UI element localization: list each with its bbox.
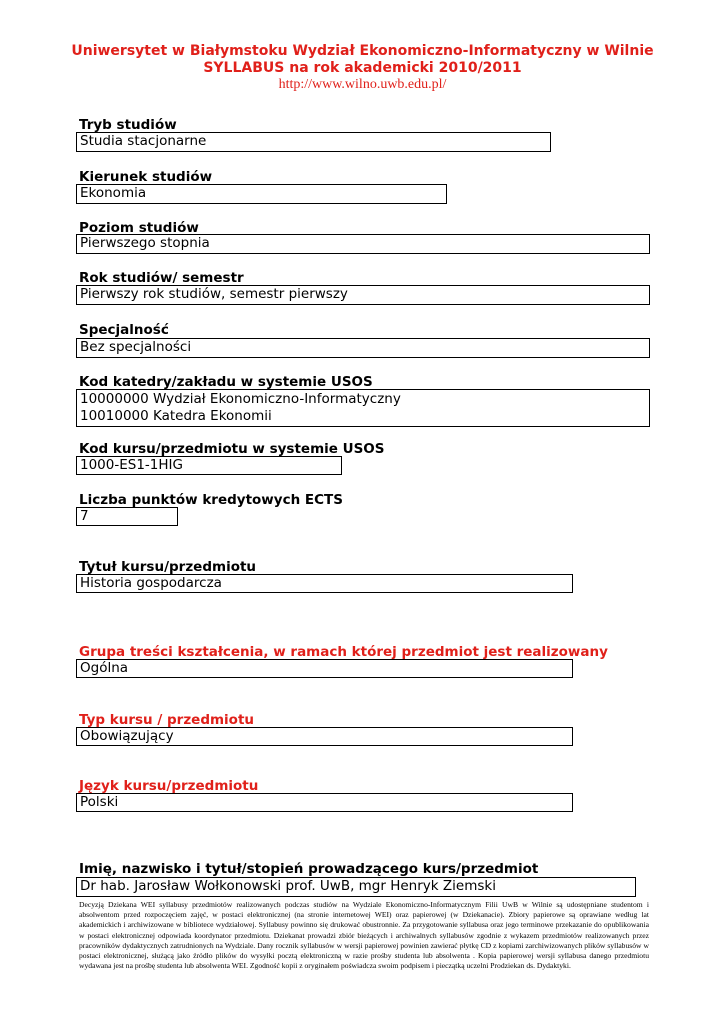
course-language-label: Język kursu/przedmiotu [79,778,259,794]
ects-label: Liczba punktów kredytowych ECTS [79,492,343,508]
specialization-label: Specjalność [79,322,169,338]
department-code-label: Kod katedry/zakładu w systemie USOS [79,374,373,390]
mode-of-study-label: Tryb studiów [79,117,177,133]
course-language-value: Polski [76,793,573,812]
year-semester-value: Pierwszy rok studiów, semestr pierwszy [76,285,650,305]
course-code-label: Kod kursu/przedmiotu w systemie USOS [79,441,385,457]
website-link[interactable]: http://www.wilno.uwb.edu.pl/ [278,77,447,92]
level-of-study-label: Poziom studiów [79,220,199,236]
instructor-value: Dr hab. Jarosław Wołkonowski prof. UwB, mgr Henryk Ziemski [76,877,636,897]
content-group-value: Ogólna [76,659,573,678]
course-title-label: Tytuł kursu/przedmiotu [79,559,257,575]
year-semester-label: Rok studiów/ semestr [79,270,244,286]
footer-note: Decyzją Dziekana WEI syllabusy przedmiotów realizowanych podczas studiów na Wydziale Ekonomiczno-Informatycznym Filii UwB w Wilnie są udostępniane studentom i absolwentom przed rozpoczęciem zajęć, w postaci elektronicznej (na stronie internetowej WEI) oraz papierowej (w Dziekanacie). Zbiory papierowe są oprawiane według lat akademickich i archiwizowane w bibliotece wydziałowej. Syllabusy powinno się drukować obustronnie. Za przygotowanie syllabusa oraz jego terminowe przekazanie do opublikowania w postaci elektronicznej odpowiada koordynator przedmiotu. Dziekanat prowadzi zbiór bieżących i archiwalnych syllabusów zgodnie z wykazem przedmiotów realizowanych przez pracowników dydaktycznych zatrudnionych na Wydziale. Dany rocznik syllabusów w wersji papierowej powinien zawierać płytkę CD z kopiami zarchiwizowanych plików syllabusów w postaci elektronicznej, służącą jako źródło plików do wysyłki pocztą elektroniczną w razie prośby studenta lub absolwenta . Kopia papierowej wersji syllabusa danego przedmiotu wydawana jest na prośbę studenta lub absolwenta WEI. Zgodność kopii z oryginałem poświadcza swoim podpisem i pieczątką uczelni Prodziekan ds. Dydaktyki. [79,900,649,971]
ects-value: 7 [76,507,178,526]
instructor-label: Imię, nazwisko i tytuł/stopień prowadzącego kurs/przedmiot [79,861,539,877]
course-type-value: Obowiązujący [76,727,573,746]
course-type-label: Typ kursu / przedmiotu [79,712,255,728]
specialization-value: Bez specjalności [76,338,650,358]
department-code-line-2: 10010000 Katedra Ekonomii [80,408,272,424]
field-of-study-value: Ekonomia [76,184,447,204]
level-of-study-value: Pierwszego stopnia [76,234,650,254]
mode-of-study-value: Studia stacjonarne [76,132,551,152]
university-header: Uniwersytet w Białymstoku Wydział Ekonomiczno-Informatyczny w Wilnie [71,43,654,59]
department-code-value [76,389,650,427]
content-group-label: Grupa treści kształcenia, w ramach której przedmiot jest realizowany [79,644,608,660]
field-of-study-label: Kierunek studiów [79,169,213,185]
department-code-line-1: 10000000 Wydział Ekonomiczno-Informatyczny [80,391,401,407]
course-code-value: 1000-ES1-1HIG [76,456,342,475]
syllabus-title: SYLLABUS na rok akademicki 2010/2011 [203,60,522,76]
course-title-value: Historia gospodarcza [76,574,573,593]
